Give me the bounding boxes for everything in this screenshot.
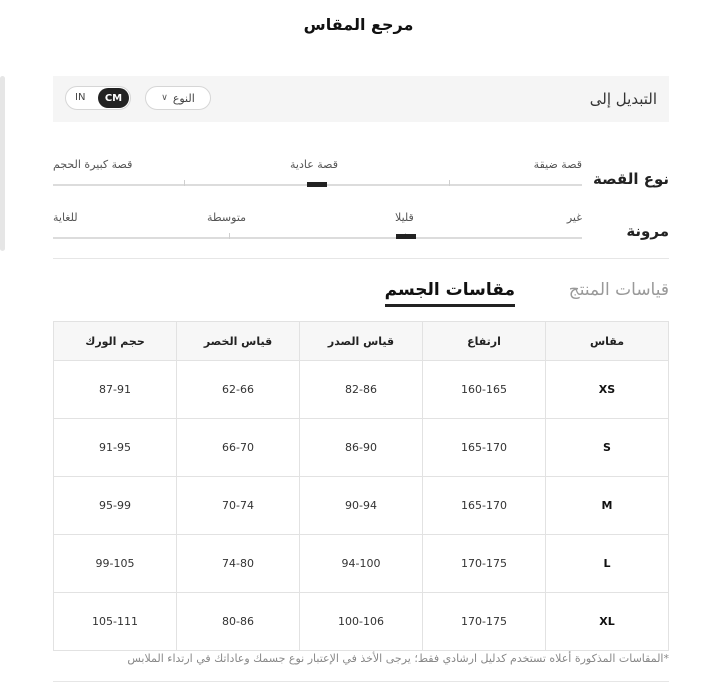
bust-cell: 94-100 — [300, 535, 423, 593]
fit-scale-tick — [449, 180, 450, 186]
tab-body-measurements[interactable]: مقاسات الجسم — [385, 280, 515, 307]
header-hip: حجم الورك — [54, 322, 177, 361]
modal-scrollbar[interactable] — [0, 76, 5, 251]
header-bust: قياس الصدر — [300, 322, 423, 361]
size-cell: XS — [546, 361, 669, 419]
table-row — [54, 361, 669, 419]
bust-cell: 90-94 — [300, 477, 423, 535]
table-row — [54, 535, 669, 593]
height-cell: 165-170 — [423, 477, 546, 535]
stretch-option-high: للغاية — [53, 211, 78, 224]
header-size: مقاس — [546, 322, 669, 361]
table-row — [54, 419, 669, 477]
bottom-divider — [53, 681, 669, 682]
hip-cell: 95-99 — [54, 477, 177, 535]
height-cell: 170-175 — [423, 593, 546, 651]
height-cell: 170-175 — [423, 535, 546, 593]
type-select-label: النوع — [172, 91, 195, 105]
size-cell: S — [546, 419, 669, 477]
fit-option-oversized: قصة كبيرة الحجم — [53, 158, 133, 171]
waist-cell: 62-66 — [177, 361, 300, 419]
fit-scale-tick — [184, 180, 185, 186]
height-cell: 165-170 — [423, 419, 546, 477]
table-row — [54, 477, 669, 535]
modal-title: مرجع المقاس — [303, 15, 414, 34]
waist-cell: 80-86 — [177, 593, 300, 651]
hip-cell: 91-95 — [54, 419, 177, 477]
fit-option-slim: قصة ضيقة — [533, 158, 582, 171]
waist-cell: 74-80 — [177, 535, 300, 593]
table-header-row — [54, 322, 669, 361]
stretch-scale-tick — [229, 233, 230, 239]
section-divider — [53, 258, 669, 259]
fit-indicator — [307, 182, 327, 187]
fit-option-regular: قصة عادية — [290, 158, 338, 171]
size-cell: M — [546, 477, 669, 535]
stretch-label: مرونة — [626, 222, 669, 240]
stretch-option-none: غير — [566, 211, 582, 224]
switch-to-label: التبديل إلى — [589, 90, 657, 108]
size-disclaimer: *المقاسات المذكورة أعلاه تستخدم كدليل ارشادي فقط؛ يرجى الأخذ في الإعتبار نوع جسمك وعاداتك في ارتداء الملابس — [127, 652, 669, 665]
size-cell: XL — [546, 593, 669, 651]
hip-cell: 87-91 — [54, 361, 177, 419]
tab-product-measurements[interactable]: قياسات المنتج — [568, 280, 669, 300]
size-table — [53, 321, 669, 651]
bust-cell: 100-106 — [300, 593, 423, 651]
waist-cell: 70-74 — [177, 477, 300, 535]
bust-cell: 86-90 — [300, 419, 423, 477]
waist-cell: 66-70 — [177, 419, 300, 477]
unit-toggle[interactable] — [65, 86, 131, 110]
unit-switch-bar — [53, 76, 669, 122]
header-height: ارتفاع — [423, 322, 546, 361]
hip-cell: 99-105 — [54, 535, 177, 593]
height-cell: 160-165 — [423, 361, 546, 419]
stretch-scale-track — [53, 237, 582, 239]
chevron-down-icon: ∨ — [161, 93, 168, 103]
fit-type-label: نوع القصة — [593, 170, 669, 188]
bust-cell: 82-86 — [300, 361, 423, 419]
header-waist: قياس الخصر — [177, 322, 300, 361]
table-row — [54, 593, 669, 651]
type-select[interactable] — [145, 86, 211, 110]
unit-in-option[interactable]: IN — [75, 92, 86, 103]
stretch-option-slight: قليلا — [395, 211, 414, 224]
hip-cell: 105-111 — [54, 593, 177, 651]
size-cell: L — [546, 535, 669, 593]
stretch-option-medium: متوسطة — [207, 211, 247, 224]
unit-cm-option[interactable]: CM — [98, 88, 129, 108]
stretch-indicator — [396, 234, 416, 239]
